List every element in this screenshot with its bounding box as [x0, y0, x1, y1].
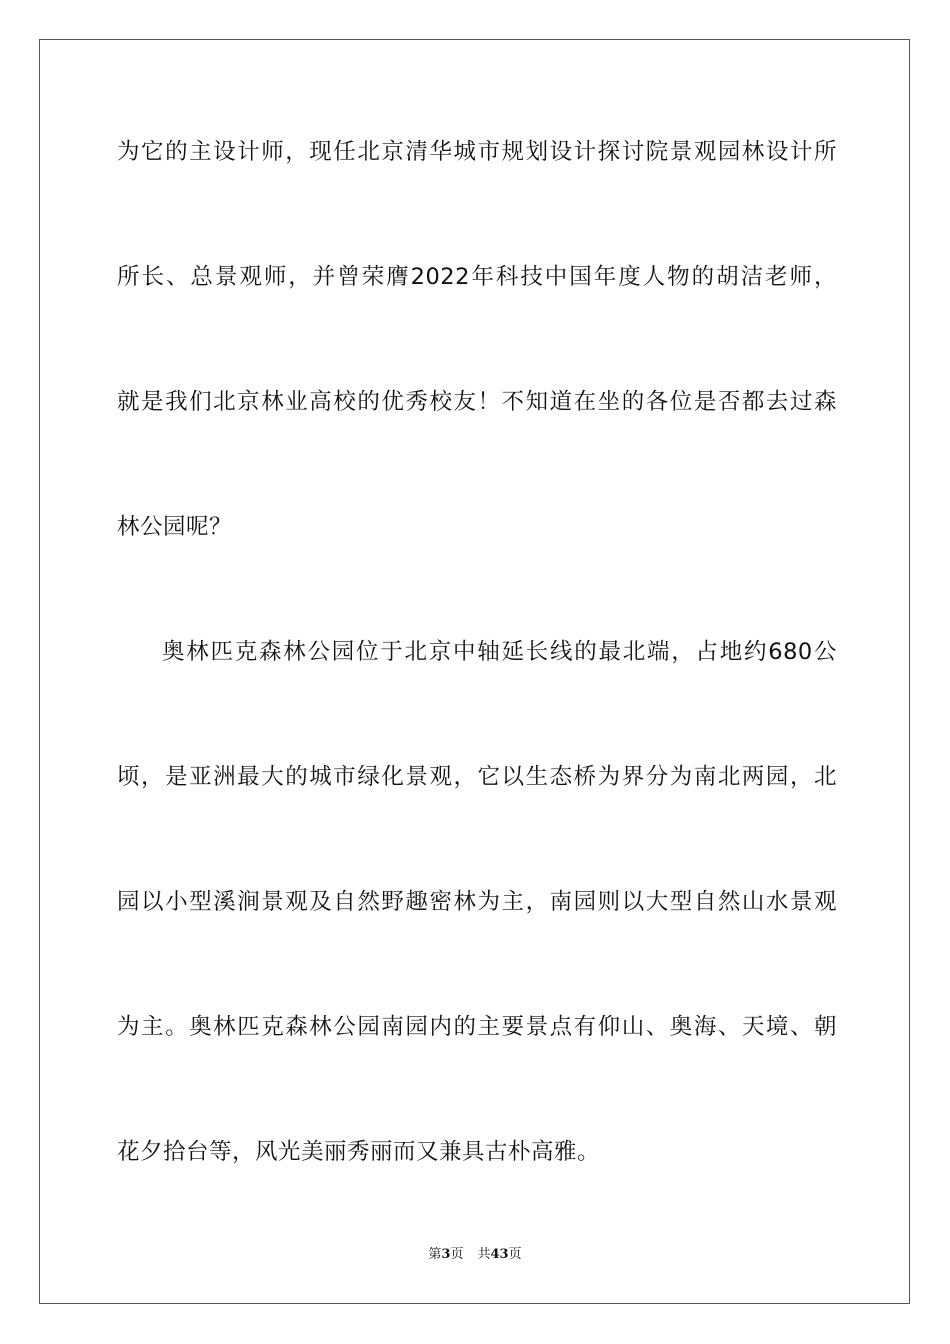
page-frame — [39, 39, 910, 1304]
body-line-2: 所长、总景观师，并曾荣膺2022年科技中国年度人物的胡洁老师， — [117, 264, 837, 290]
page-prefix: 第 — [428, 1247, 442, 1262]
body-line-1: 为它的主设计师，现任北京清华城市规划设计探讨院景观园林设计所 — [117, 139, 837, 165]
paragraph-2-line-4: 为主。奥林匹克森林公园南园内的主要景点有仰山、奥海、天境、朝 — [117, 1014, 837, 1040]
total-pages: 43 — [490, 1247, 509, 1262]
page-suffix: 页 — [450, 1247, 464, 1262]
paragraph-2-line-3: 园以小型溪涧景观及自然野趣密林为主，南园则以大型自然山水景观 — [117, 889, 837, 915]
page-footer — [0, 1247, 950, 1263]
paragraph-2-line-2: 顷，是亚洲最大的城市绿化景观，它以生态桥为界分为南北两园，北 — [117, 764, 837, 790]
body-line-3: 就是我们北京林业高校的优秀校友！不知道在坐的各位是否都去过森 — [117, 389, 837, 415]
total-prefix: 共 — [477, 1247, 491, 1262]
paragraph-2-line-5: 花夕拾台等，风光美丽秀丽而又兼具古朴高雅。 — [117, 1139, 601, 1165]
page-number: 3 — [441, 1247, 451, 1262]
paragraph-2-line-1: 奥林匹克森林公园位于北京中轴延长线的最北端，占地约680公 — [162, 639, 837, 665]
body-line-4: 林公园呢？ — [117, 514, 233, 540]
total-suffix: 页 — [508, 1247, 522, 1262]
